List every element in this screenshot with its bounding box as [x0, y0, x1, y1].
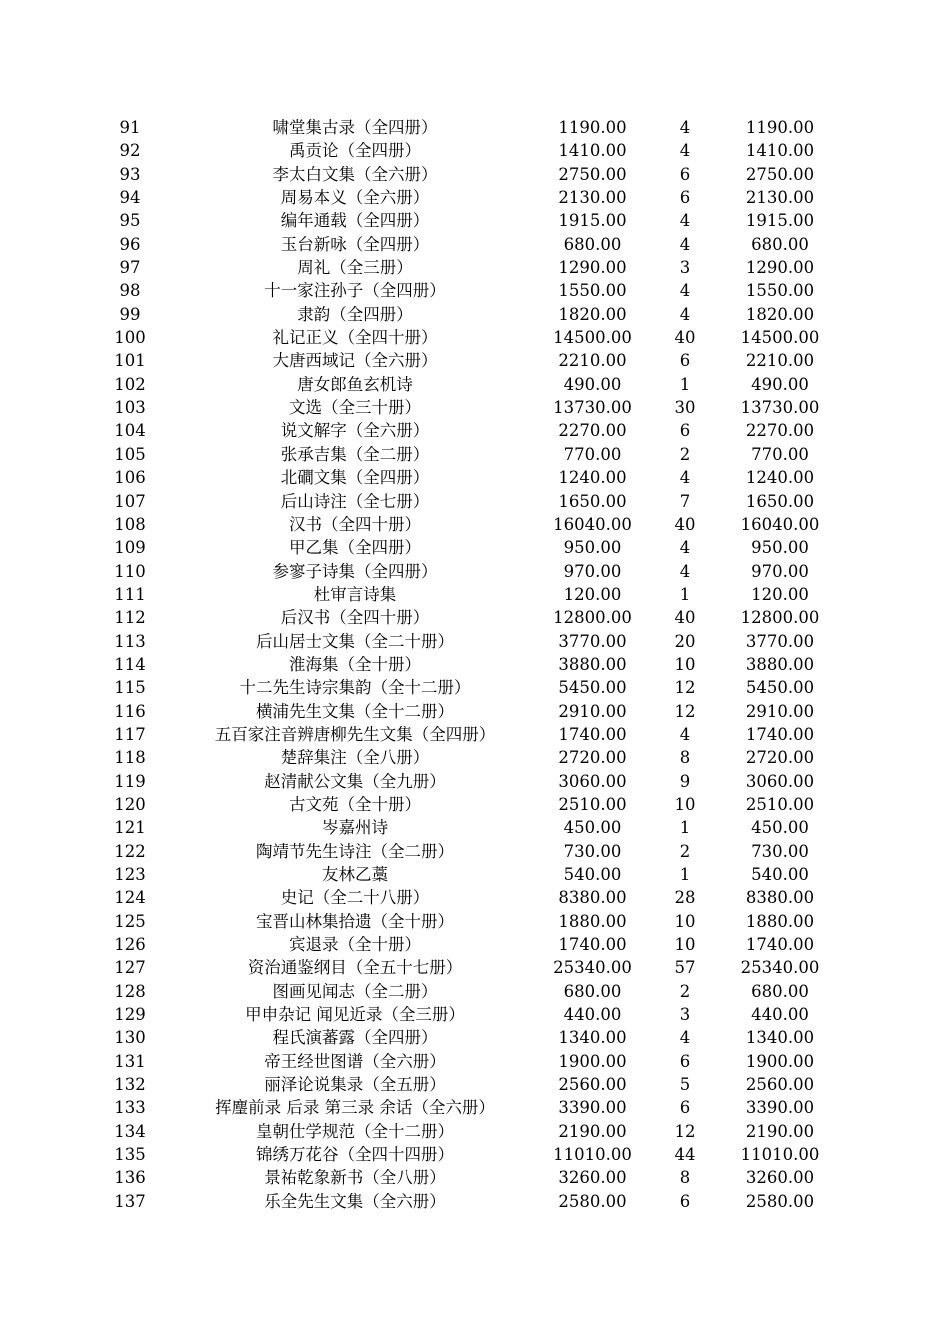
unit-price: 1820.00 — [558, 304, 627, 324]
book-title: 隶韵（全四册） — [297, 304, 413, 324]
unit-price: 25340.00 — [553, 958, 632, 978]
table-row — [0, 419, 950, 442]
book-title: 五百家注音辨唐柳先生文集（全四册） — [214, 724, 496, 744]
row-number: 123 — [114, 865, 146, 884]
table-row — [0, 863, 950, 886]
volume-count: 12 — [674, 678, 696, 698]
volume-count: 4 — [679, 1028, 691, 1048]
book-title: 十一家注孙子（全四册） — [264, 281, 446, 301]
row-number: 133 — [114, 1098, 146, 1118]
table-row — [0, 256, 950, 279]
table-row — [0, 443, 950, 466]
volume-count: 10 — [674, 794, 696, 814]
book-title: 唐女郎鱼玄机诗 — [297, 374, 413, 394]
total-price: 1740.00 — [745, 724, 815, 744]
total-price: 8380.00 — [745, 888, 815, 908]
book-title: 史记（全二十八册） — [280, 888, 430, 908]
book-title: 大唐西域记（全六册） — [272, 351, 438, 371]
volume-count: 40 — [674, 608, 696, 628]
volume-count: 6 — [679, 351, 691, 371]
table-row — [0, 1003, 950, 1026]
row-number: 129 — [114, 1005, 146, 1025]
unit-price: 2510.00 — [558, 794, 627, 814]
table-row — [0, 1143, 950, 1166]
total-price: 730.00 — [751, 841, 809, 861]
volume-count: 10 — [674, 654, 696, 674]
row-number: 96 — [119, 234, 141, 254]
row-number: 137 — [114, 1191, 146, 1211]
total-price: 1900.00 — [745, 1051, 815, 1071]
book-title: 锦绣万花谷（全四十四册） — [256, 1145, 454, 1165]
unit-price: 3880.00 — [558, 654, 627, 674]
total-price: 3260.00 — [745, 1168, 815, 1188]
book-title: 岑嘉州诗 — [322, 818, 388, 838]
book-title: 啸堂集古录（全四册） — [272, 118, 438, 137]
volume-count: 8 — [679, 748, 691, 768]
table-row — [0, 349, 950, 372]
total-price: 1740.00 — [745, 935, 815, 955]
volume-count: 10 — [674, 935, 696, 955]
row-number: 118 — [114, 748, 146, 768]
table-row — [0, 279, 950, 302]
total-price: 11010.00 — [740, 1145, 820, 1165]
row-number: 134 — [114, 1121, 146, 1141]
row-number: 99 — [119, 304, 141, 324]
table-row — [0, 163, 950, 186]
volume-count: 44 — [674, 1145, 696, 1165]
total-price: 5450.00 — [745, 678, 815, 698]
unit-price: 680.00 — [563, 981, 622, 1001]
total-price: 13730.00 — [740, 398, 820, 418]
unit-price: 1740.00 — [558, 935, 627, 955]
total-price: 770.00 — [751, 444, 809, 464]
table-row — [0, 886, 950, 909]
book-title: 文选（全三十册） — [289, 398, 421, 418]
book-title: 资治通鉴纲目（全五十七册） — [247, 958, 463, 978]
unit-price: 1880.00 — [558, 911, 627, 931]
table-row — [0, 326, 950, 349]
unit-price: 3770.00 — [558, 631, 627, 651]
table-row — [0, 956, 950, 979]
unit-price: 2580.00 — [558, 1191, 627, 1211]
total-price: 1880.00 — [745, 911, 815, 931]
book-title: 甲申杂记 闻见近录（全三册） — [245, 1005, 465, 1025]
table-row — [0, 490, 950, 513]
table-row — [0, 933, 950, 956]
total-price: 2210.00 — [745, 351, 815, 371]
volume-count: 4 — [679, 724, 691, 744]
volume-count: 6 — [679, 188, 691, 208]
total-price: 14500.00 — [740, 328, 820, 348]
total-price: 3880.00 — [745, 654, 815, 674]
total-price: 490.00 — [751, 374, 809, 394]
volume-count: 4 — [679, 468, 691, 488]
unit-price: 14500.00 — [553, 328, 632, 348]
total-price: 1820.00 — [745, 304, 815, 324]
row-number: 122 — [114, 841, 146, 861]
row-number: 92 — [119, 141, 141, 161]
total-price: 540.00 — [751, 865, 809, 884]
total-price: 2560.00 — [745, 1075, 815, 1095]
row-number: 124 — [114, 888, 146, 908]
unit-price: 1550.00 — [558, 281, 627, 301]
table-row — [0, 980, 950, 1003]
volume-count: 4 — [679, 234, 691, 254]
book-title: 编年通载（全四册） — [280, 211, 430, 231]
total-price: 1190.00 — [745, 118, 815, 137]
volume-count: 4 — [679, 211, 691, 231]
book-title: 宾退录（全十册） — [289, 935, 421, 955]
book-title: 友林乙藁 — [322, 865, 388, 884]
unit-price: 5450.00 — [558, 678, 627, 698]
unit-price: 1740.00 — [558, 724, 627, 744]
table-row — [0, 560, 950, 583]
row-number: 117 — [114, 724, 146, 744]
row-number: 106 — [114, 468, 146, 488]
volume-count: 3 — [679, 1005, 691, 1025]
row-number: 112 — [114, 608, 146, 628]
book-title: 十二先生诗宗集韵（全十二册） — [239, 678, 471, 698]
volume-count: 12 — [674, 701, 696, 721]
unit-price: 16040.00 — [553, 514, 632, 534]
book-title: 皇朝仕学规范（全十二册） — [256, 1121, 454, 1141]
volume-count: 6 — [679, 1191, 691, 1211]
table-row — [0, 1050, 950, 1073]
table-row — [0, 606, 950, 629]
unit-price: 1900.00 — [558, 1051, 627, 1071]
book-title: 古文苑（全十册） — [289, 794, 421, 814]
unit-price: 950.00 — [563, 538, 622, 558]
row-number: 119 — [114, 771, 146, 791]
unit-price: 1340.00 — [558, 1028, 627, 1048]
total-price: 12800.00 — [740, 608, 820, 628]
table-row — [0, 116, 950, 139]
total-price: 1550.00 — [745, 281, 815, 301]
table-row — [0, 536, 950, 559]
book-title: 乐全先生文集（全六册） — [264, 1191, 446, 1211]
volume-count: 10 — [674, 911, 696, 931]
table-row — [0, 139, 950, 162]
total-price: 1650.00 — [745, 491, 815, 511]
total-price: 2190.00 — [745, 1121, 815, 1141]
total-price: 3770.00 — [745, 631, 815, 651]
volume-count: 1 — [679, 865, 691, 884]
row-number: 107 — [114, 491, 146, 511]
table-row — [0, 466, 950, 489]
row-number: 114 — [114, 654, 146, 674]
volume-count: 2 — [679, 444, 691, 464]
book-title: 宝晋山林集拾遗（全十册） — [256, 911, 454, 931]
book-title: 后汉书（全四十册） — [280, 608, 430, 628]
table-row — [0, 746, 950, 769]
row-number: 110 — [114, 561, 146, 581]
volume-count: 6 — [679, 164, 691, 184]
row-number: 130 — [114, 1028, 146, 1048]
book-title: 北磵文集（全四册） — [280, 468, 430, 488]
volume-count: 1 — [679, 374, 691, 394]
volume-count: 2 — [679, 841, 691, 861]
volume-count: 6 — [679, 1098, 691, 1118]
unit-price: 1410.00 — [558, 141, 627, 161]
total-price: 2130.00 — [745, 188, 815, 208]
unit-price: 450.00 — [563, 818, 622, 838]
row-number: 116 — [114, 701, 146, 721]
book-price-table — [0, 116, 950, 1213]
volume-count: 4 — [679, 118, 691, 137]
volume-count: 40 — [674, 514, 696, 534]
book-title: 杜审言诗集 — [313, 584, 397, 604]
table-row — [0, 1166, 950, 1189]
volume-count: 57 — [674, 958, 696, 978]
volume-count: 30 — [674, 398, 696, 418]
volume-count: 4 — [679, 561, 691, 581]
row-number: 120 — [114, 794, 146, 814]
table-row — [0, 1026, 950, 1049]
table-row — [0, 396, 950, 419]
volume-count: 4 — [679, 304, 691, 324]
row-number: 131 — [114, 1051, 146, 1071]
unit-price: 3060.00 — [558, 771, 627, 791]
total-price: 120.00 — [751, 584, 809, 604]
book-title: 后山居士文集（全二十册） — [256, 631, 454, 651]
volume-count: 4 — [679, 141, 691, 161]
row-number: 105 — [114, 444, 146, 464]
unit-price: 1290.00 — [558, 258, 627, 278]
row-number: 126 — [114, 935, 146, 955]
book-title: 汉书（全四十册） — [289, 514, 421, 534]
book-title: 赵清献公文集（全九册） — [264, 771, 446, 791]
volume-count: 5 — [679, 1075, 691, 1095]
book-title: 程氏演蕃露（全四册） — [272, 1028, 438, 1048]
book-title: 帝王经世图谱（全六册） — [264, 1051, 446, 1071]
total-price: 440.00 — [751, 1005, 809, 1025]
unit-price: 12800.00 — [553, 608, 632, 628]
table-row — [0, 209, 950, 232]
row-number: 101 — [114, 351, 146, 371]
unit-price: 2750.00 — [558, 164, 627, 184]
table-row — [0, 676, 950, 699]
row-number: 95 — [119, 211, 141, 231]
total-price: 25340.00 — [740, 958, 820, 978]
total-price: 16040.00 — [740, 514, 820, 534]
total-price: 1340.00 — [745, 1028, 815, 1048]
unit-price: 1240.00 — [558, 468, 627, 488]
row-number: 113 — [114, 631, 146, 651]
book-title: 图画见闻志（全二册） — [272, 981, 438, 1001]
unit-price: 680.00 — [563, 234, 622, 254]
unit-price: 490.00 — [563, 374, 622, 394]
unit-price: 2720.00 — [558, 748, 627, 768]
table-row — [0, 1073, 950, 1096]
table-row — [0, 303, 950, 326]
book-title: 玉台新咏（全四册） — [280, 234, 430, 254]
total-price: 2510.00 — [745, 794, 815, 814]
total-price: 2720.00 — [745, 748, 815, 768]
book-title: 张承吉集（全二册） — [280, 444, 430, 464]
volume-count: 1 — [679, 818, 691, 838]
row-number: 135 — [114, 1145, 146, 1165]
volume-count: 2 — [679, 981, 691, 1001]
row-number: 121 — [114, 818, 146, 838]
table-row — [0, 910, 950, 933]
table-row — [0, 513, 950, 536]
book-title: 说文解字（全六册） — [280, 421, 430, 441]
volume-count: 3 — [679, 258, 691, 278]
volume-count: 6 — [679, 421, 691, 441]
volume-count: 6 — [679, 1051, 691, 1071]
table-row — [0, 630, 950, 653]
book-title: 景祐乾象新书（全八册） — [264, 1168, 446, 1188]
book-title: 周易本义（全六册） — [280, 188, 430, 208]
unit-price: 730.00 — [563, 841, 622, 861]
unit-price: 1190.00 — [558, 118, 627, 137]
row-number: 104 — [114, 421, 146, 441]
volume-count: 4 — [679, 281, 691, 301]
book-title: 横浦先生文集（全十二册） — [256, 701, 454, 721]
unit-price: 540.00 — [563, 865, 622, 884]
book-title: 参寥子诗集（全四册） — [272, 561, 438, 581]
row-number: 102 — [114, 374, 146, 394]
unit-price: 120.00 — [563, 584, 622, 604]
total-price: 1410.00 — [745, 141, 815, 161]
table-row — [0, 816, 950, 839]
row-number: 94 — [119, 188, 141, 208]
table-row — [0, 840, 950, 863]
book-title: 挥麈前录 后录 第三录 余话（全六册） — [215, 1098, 495, 1118]
total-price: 950.00 — [751, 538, 809, 558]
book-title: 丽泽论说集录（全五册） — [264, 1075, 446, 1095]
unit-price: 2270.00 — [558, 421, 627, 441]
book-title: 周礼（全三册） — [297, 258, 413, 278]
unit-price: 440.00 — [563, 1005, 622, 1025]
table-row — [0, 233, 950, 256]
table-row — [0, 1096, 950, 1119]
row-number: 125 — [114, 911, 146, 931]
table-row — [0, 1120, 950, 1143]
total-price: 680.00 — [751, 981, 809, 1001]
row-number: 103 — [114, 398, 146, 418]
volume-count: 40 — [674, 328, 696, 348]
row-number: 127 — [114, 958, 146, 978]
volume-count: 1 — [679, 584, 691, 604]
unit-price: 1650.00 — [558, 491, 627, 511]
total-price: 2270.00 — [745, 421, 815, 441]
total-price: 970.00 — [751, 561, 809, 581]
unit-price: 1915.00 — [558, 211, 627, 231]
total-price: 1915.00 — [745, 211, 815, 231]
book-title: 陶靖节先生诗注（全二册） — [256, 841, 454, 861]
table-row — [0, 373, 950, 396]
unit-price: 2190.00 — [558, 1121, 627, 1141]
book-title: 甲乙集（全四册） — [289, 538, 421, 558]
unit-price: 11010.00 — [553, 1145, 632, 1165]
row-number: 136 — [114, 1168, 146, 1188]
table-row — [0, 793, 950, 816]
row-number: 108 — [114, 514, 146, 534]
row-number: 109 — [114, 538, 146, 558]
total-price: 2910.00 — [745, 701, 815, 721]
unit-price: 8380.00 — [558, 888, 627, 908]
book-title: 礼记正义（全四十册） — [272, 328, 438, 348]
book-title: 淮海集（全十册） — [289, 654, 421, 674]
total-price: 3390.00 — [745, 1098, 815, 1118]
row-number: 132 — [114, 1075, 146, 1095]
book-title: 后山诗注（全七册） — [280, 491, 430, 511]
unit-price: 3390.00 — [558, 1098, 627, 1118]
total-price: 2750.00 — [745, 164, 815, 184]
unit-price: 2130.00 — [558, 188, 627, 208]
table-row — [0, 723, 950, 746]
row-number: 115 — [114, 678, 146, 698]
total-price: 1240.00 — [745, 468, 815, 488]
unit-price: 2560.00 — [558, 1075, 627, 1095]
row-number: 93 — [119, 164, 141, 184]
table-row — [0, 653, 950, 676]
volume-count: 7 — [679, 491, 691, 511]
table-row — [0, 1190, 950, 1213]
total-price: 3060.00 — [745, 771, 815, 791]
row-number: 111 — [114, 584, 146, 604]
total-price: 1290.00 — [745, 258, 815, 278]
volume-count: 9 — [679, 771, 691, 791]
volume-count: 8 — [679, 1168, 691, 1188]
volume-count: 20 — [674, 631, 696, 651]
unit-price: 2910.00 — [558, 701, 627, 721]
unit-price: 13730.00 — [553, 398, 632, 418]
unit-price: 770.00 — [563, 444, 622, 464]
table-row — [0, 700, 950, 723]
volume-count: 4 — [679, 538, 691, 558]
unit-price: 970.00 — [563, 561, 622, 581]
total-price: 680.00 — [751, 234, 809, 254]
row-number: 128 — [114, 981, 146, 1001]
book-title: 楚辞集注（全八册） — [280, 748, 430, 768]
unit-price: 3260.00 — [558, 1168, 627, 1188]
unit-price: 2210.00 — [558, 351, 627, 371]
total-price: 2580.00 — [745, 1191, 815, 1211]
row-number: 97 — [119, 258, 141, 278]
table-row — [0, 770, 950, 793]
volume-count: 12 — [674, 1121, 696, 1141]
book-title: 李太白文集（全六册） — [272, 164, 438, 184]
table-row — [0, 186, 950, 209]
table-row — [0, 583, 950, 606]
volume-count: 28 — [674, 888, 696, 908]
row-number: 100 — [114, 328, 146, 348]
row-number: 91 — [119, 118, 141, 137]
row-number: 98 — [119, 281, 141, 301]
book-title: 禹贡论（全四册） — [289, 141, 421, 161]
total-price: 450.00 — [751, 818, 809, 838]
